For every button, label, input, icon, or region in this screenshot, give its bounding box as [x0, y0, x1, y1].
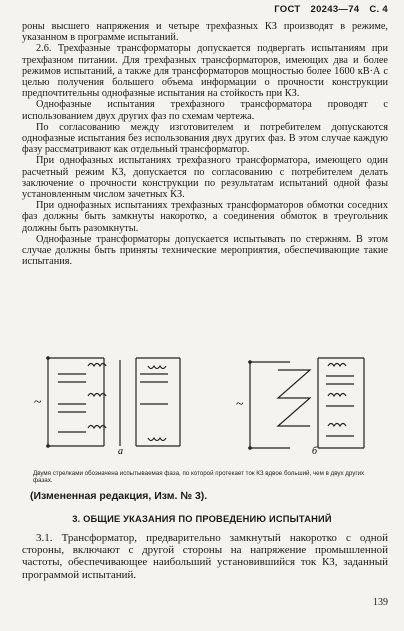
caption-text: Двумя стрелками обозначена испытываемая фаза, по которой протекает ток КЗ вдвое больший, чем в двух других фазах. [33, 470, 365, 484]
paragraph: При однофазных испытаниях трехфазного трансформатора, имеющего один расчетный режим КЗ, допускается по согласованию с потребителем делать заключение о прочности конструкции по результатам испытаний одной фазы установленным числом зачетных КЗ. [22, 155, 388, 201]
figure-caption [33, 470, 373, 484]
figure-label-a: а [118, 446, 123, 456]
page-number: 139 [373, 597, 388, 608]
amendment-note: (Измененная редакция, Изм. № 3). [30, 490, 208, 502]
paragraph: При однофазных испытаниях трехфазных трансформаторов обмотки соседних фаз должны быть замкнуты накоротко, а соединения обмоток в треугольник должны быть разомкнуты. [22, 200, 388, 234]
paragraph: По согласованию между изготовителем и потребителем допускаются однофазные испытания без использования двух других фаз. В этом случае каждую фазу рассматривают как отдельный трансформатор. [22, 121, 388, 156]
source-symbol-a: ~ [34, 395, 42, 410]
diagram-a [48, 358, 180, 446]
header-standard: ГОСТ [274, 4, 301, 15]
source-symbol-b: ~ [236, 397, 244, 412]
paragraph: роны высшего напряжения и четыре трехфазных КЗ производят в режиме, указанном в программе испытаний. [22, 21, 388, 44]
paragraph: 2.6. Трехфазные трансформаторы допускается подвергать испытаниям при трехфазном питании. Для трехфазных трансформаторов, имеющих два и более режимов испытаний, а также для трансформаторов мощностью более 1600 кВ·А с целью получения большего объема информации о прочности конструкции предпочтительны однофазные испытания на стойкость при КЗ. [22, 43, 388, 100]
paragraph: Однофазные трансформаторы допускается испытывать по стержням. В этом случае должны быть приняты технические мероприятия, обеспечивающие такие испытания. [22, 233, 388, 268]
header-number: 20243—74 [310, 4, 360, 15]
figure-label-b: б [312, 446, 318, 456]
test-circuit-figure [28, 348, 378, 456]
diagram-b [250, 358, 364, 448]
paragraph: 3.1. Трансформатор, предварительно замкнутый накоротко с одной стороны, включают с другой стороны на напряжение промышленной частоты, обеспечивающее наибольший установившийся ток КЗ, заданный программой испытаний. [22, 532, 388, 581]
page-header [264, 4, 388, 15]
header-page-ref: С. 4 [369, 4, 388, 15]
section-title: 3. ОБЩИЕ УКАЗАНИЯ ПО ПРОВЕДЕНИЮ ИСПЫТАНИЙ [72, 514, 332, 524]
section-body [22, 532, 388, 581]
paragraph: Однофазные испытания трехфазного трансформатора проводят с использованием двух других фаз по схемам чертежа. [22, 99, 388, 122]
body-text [22, 21, 388, 267]
